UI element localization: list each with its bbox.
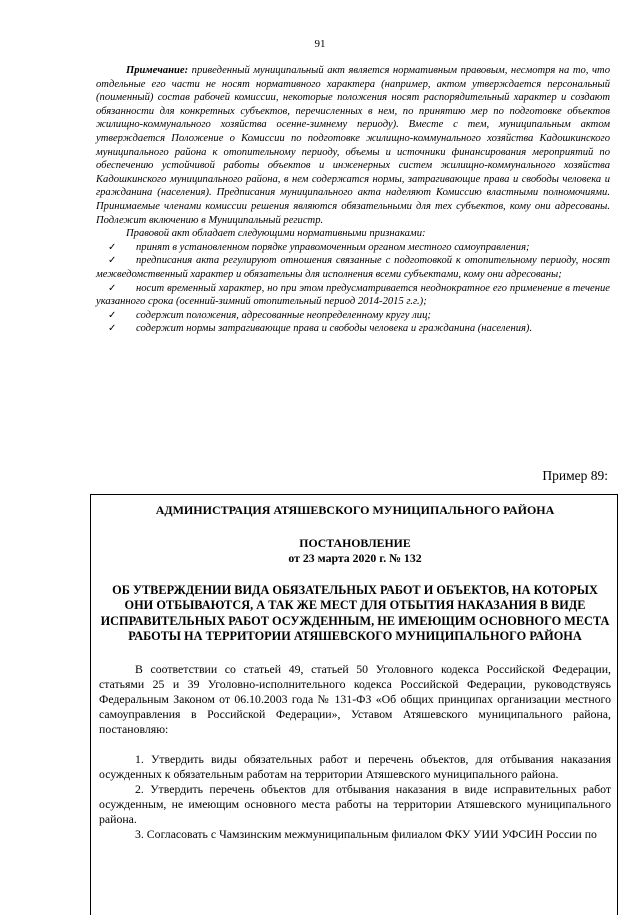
act-body [99, 662, 611, 842]
note-paragraph [96, 64, 610, 227]
checkmark-icon: ✓ [108, 323, 117, 335]
act-type-heading: ПОСТАНОВЛЕНИЕ [299, 536, 411, 550]
feature-text: содержит положения, адресованные неопределенному кругу лиц; [136, 309, 431, 321]
act-item: 1. Утвердить виды обязательных работ и перечень объектов, для отбывания наказания осужденных к обязательным работам на территории Атяшевского муниципального района. [99, 752, 611, 782]
example-document [99, 503, 611, 842]
feature-item [96, 322, 610, 336]
feature-text: предписания акта регулируют отношения связанные с подготовкой к отопительному периоду, носят межведомственный характер и обязательны для исполнения всеми субъектами, кому они адресованы; [96, 255, 610, 280]
act-item: 2. Утвердить перечень объектов для отбывания наказания в виде исправительных работ осужденным, не имеющим основного места работы на территории Атяшевского муниципального района. [99, 782, 611, 827]
authority-heading: АДМИНИСТРАЦИЯ АТЯШЕВСКОГО МУНИЦИПАЛЬНОГО РАЙОНА [155, 503, 555, 517]
act-item: 3. Согласовать с Чамзинским межмуниципальным филиалом ФКУ УИИ УФСИН России по [135, 827, 597, 842]
act-title: ОБ УТВЕРЖДЕНИИ ВИДА ОБЯЗАТЕЛЬНЫХ РАБОТ И ОБЪЕКТОВ, НА КОТОРЫХ ОНИ ОТБЫВАЮТСЯ, А ТАК ЖЕ МЕСТ ДЛЯ ОТБЫТИЯ НАКАЗАНИЯ В ВИДЕ ИСПРАВИТЕЛЬНЫХ РАБОТ ОСУЖДЕННЫМ, НЕ ИМЕЮЩИМ ОСНОВНОГО МЕСТА РАБОТЫ НА ТЕРРИТОРИИ АТЯШЕВСКОГО МУНИЦИПАЛЬНОГО РАЙОНА [100, 583, 610, 643]
example-document-frame [90, 494, 618, 915]
feature-text: носит временный характер, но при этом предусматривается неоднократное его применение в течение указанного срока (осенний-зимний отопительный период 2014-2015 г.г.); [96, 282, 610, 308]
example-label: Пример 89: [542, 468, 608, 483]
feature-text: содержит нормы затрагивающие права и свободы человека и гражданина (населения). [136, 323, 533, 335]
note-block [96, 64, 610, 336]
feature-item [96, 241, 610, 255]
checkmark-icon: ✓ [108, 241, 117, 253]
act-date: от 23 марта 2020 г. № 132 [288, 551, 422, 565]
page-number: 91 [314, 38, 326, 50]
features-intro: Правовой акт обладает следующими нормативными признаками: [126, 228, 426, 240]
feature-item [96, 254, 610, 281]
feature-text: принят в установленном порядке управомоченным органом местного самоуправления; [136, 241, 530, 253]
checkmark-icon: ✓ [108, 255, 117, 267]
checkmark-icon: ✓ [108, 282, 117, 294]
act-preamble: В соответствии со статьей 49, статьей 50 Уголовного кодекса Российской Федерации, статьями 25 и 39 Уголовно-исполнительного кодекса Российской Федерации, руководствуясь Федеральным Законом от 06.10.2003 года № 131-ФЗ «Об общих принципах организации местного самоуправления в Российской Федерации», Уставом Атяшевского муниципального района, постановляю: [99, 662, 611, 737]
checkmark-icon: ✓ [108, 309, 117, 321]
note-lead: Примечание: [126, 65, 189, 76]
feature-item [96, 309, 610, 323]
feature-item [96, 282, 610, 309]
note-text: приведенный муниципальный акт является нормативным правовым, несмотря на то, что отдельные его части не носят нормативного характера (например, актом утверждается персональный (поименный) состав рабочей комиссии, некоторые положения носят распорядительный характер и создают обязанности для конкретных субъектов, перечисленных в нем, по принятию мер по подготовке объектов жилищно-коммунального хозяйства осенне-зимнему периоду). Вместе с тем, муниципальным актом утверждается Положение о Комиссии по подготовке жилищно-коммунального хозяйства Кадошкинского муниципального района к отопительному периоду, объемы и источники финансирования мероприятий по обеспечению устойчивой работы объектов и инженерных систем жилищно-коммунального хозяйства Кадошкинского муниципального района, в нем содержатся нормы, затрагивающие права и свободы человека и гражданина (населения). Предписания муниципального акта наделяют Комиссию властными полномочиями. Принимаемые членами комиссии решения являются обязательными для тех субъектов, кому они адресованы. Подлежит включению в Муниципальный регистр. [96, 65, 610, 226]
